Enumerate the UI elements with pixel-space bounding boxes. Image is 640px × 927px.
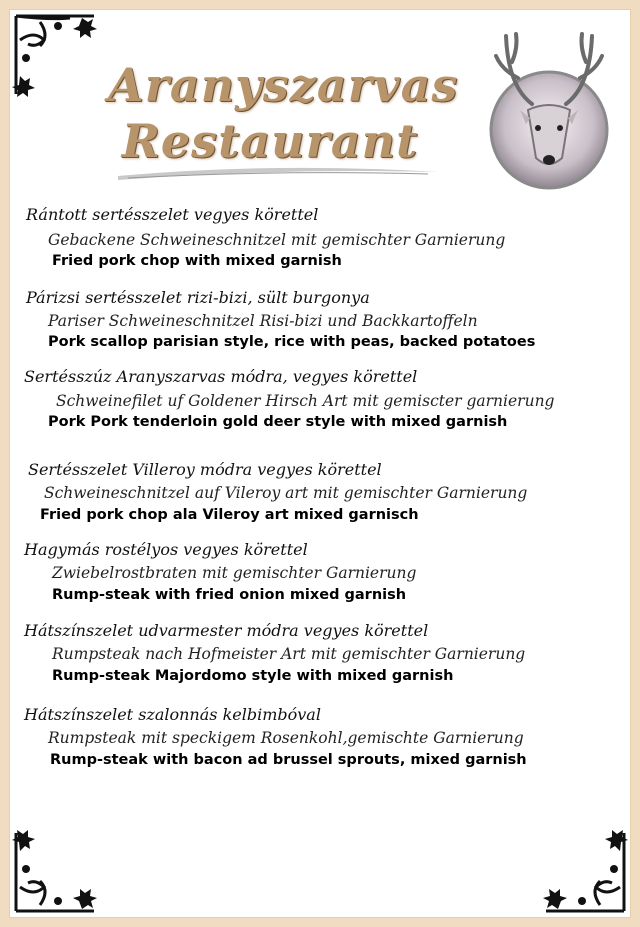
dish-name-hungarian: Párizsi sertésszelet rizi-bizi, sült burgonya <box>26 288 370 307</box>
restaurant-title-line1: Aranyszarvas <box>108 58 459 112</box>
vine-leaf-ornament-icon <box>534 821 630 917</box>
dish-name-english: Rump-steak Majordomo style with mixed garnish <box>52 668 454 684</box>
vine-leaf-ornament-icon <box>10 10 106 106</box>
dish-name-hungarian: Hátszínszelet udvarmester módra vegyes körettel <box>24 621 429 640</box>
dish-name-hungarian: Hátszínszelet szalonnás kelbimbóval <box>24 705 321 724</box>
dish-name-german: Pariser Schweineschnitzel Risi-bizi und Backkartoffeln <box>48 312 478 330</box>
dish-name-german: Schweinefilet uf Goldener Hirsch Art mit gemiscter garnierung <box>56 392 555 410</box>
dish-name-german: Rumpsteak mit speckigem Rosenkohl,gemischte Garnierung <box>48 729 524 747</box>
title-swoosh-decoration <box>118 164 438 182</box>
dish-name-english: Rump-steak with bacon ad brussel sprouts, mixed garnish <box>50 752 527 768</box>
vine-leaf-ornament-icon <box>10 821 106 917</box>
dish-name-hungarian: Sertésszelet Villeroy módra vegyes körettel <box>28 460 382 479</box>
dish-name-german: Schweineschnitzel auf Vileroy art mit gemischter Garnierung <box>44 484 528 502</box>
dish-name-hungarian: Sertésszúz Aranyszarvas módra, vegyes körettel <box>24 367 418 386</box>
dish-name-hungarian: Hagymás rostélyos vegyes körettel <box>24 540 308 559</box>
deer-head-logo-icon <box>488 26 610 194</box>
restaurant-title-line2: Restaurant <box>121 114 419 168</box>
dish-name-english: Fried pork chop with mixed garnish <box>52 253 342 269</box>
dish-name-english: Fried pork chop ala Vileroy art mixed garnisch <box>40 507 419 523</box>
dish-name-german: Zwiebelrostbraten mit gemischter Garnierung <box>52 564 417 582</box>
dish-name-english: Rump-steak with fried onion mixed garnish <box>52 587 407 603</box>
dish-name-english: Pork Pork tenderloin gold deer style with mixed garnish <box>48 414 508 430</box>
dish-name-german: Gebackene Schweineschnitzel mit gemischter Garnierung <box>48 231 506 249</box>
dish-name-german: Rumpsteak nach Hofmeister Art mit gemischter Garnierung <box>52 645 526 663</box>
dish-name-hungarian: Rántott sertésszelet vegyes körettel <box>26 205 319 224</box>
dish-name-english: Pork scallop parisian style, rice with peas, backed potatoes <box>48 334 536 350</box>
